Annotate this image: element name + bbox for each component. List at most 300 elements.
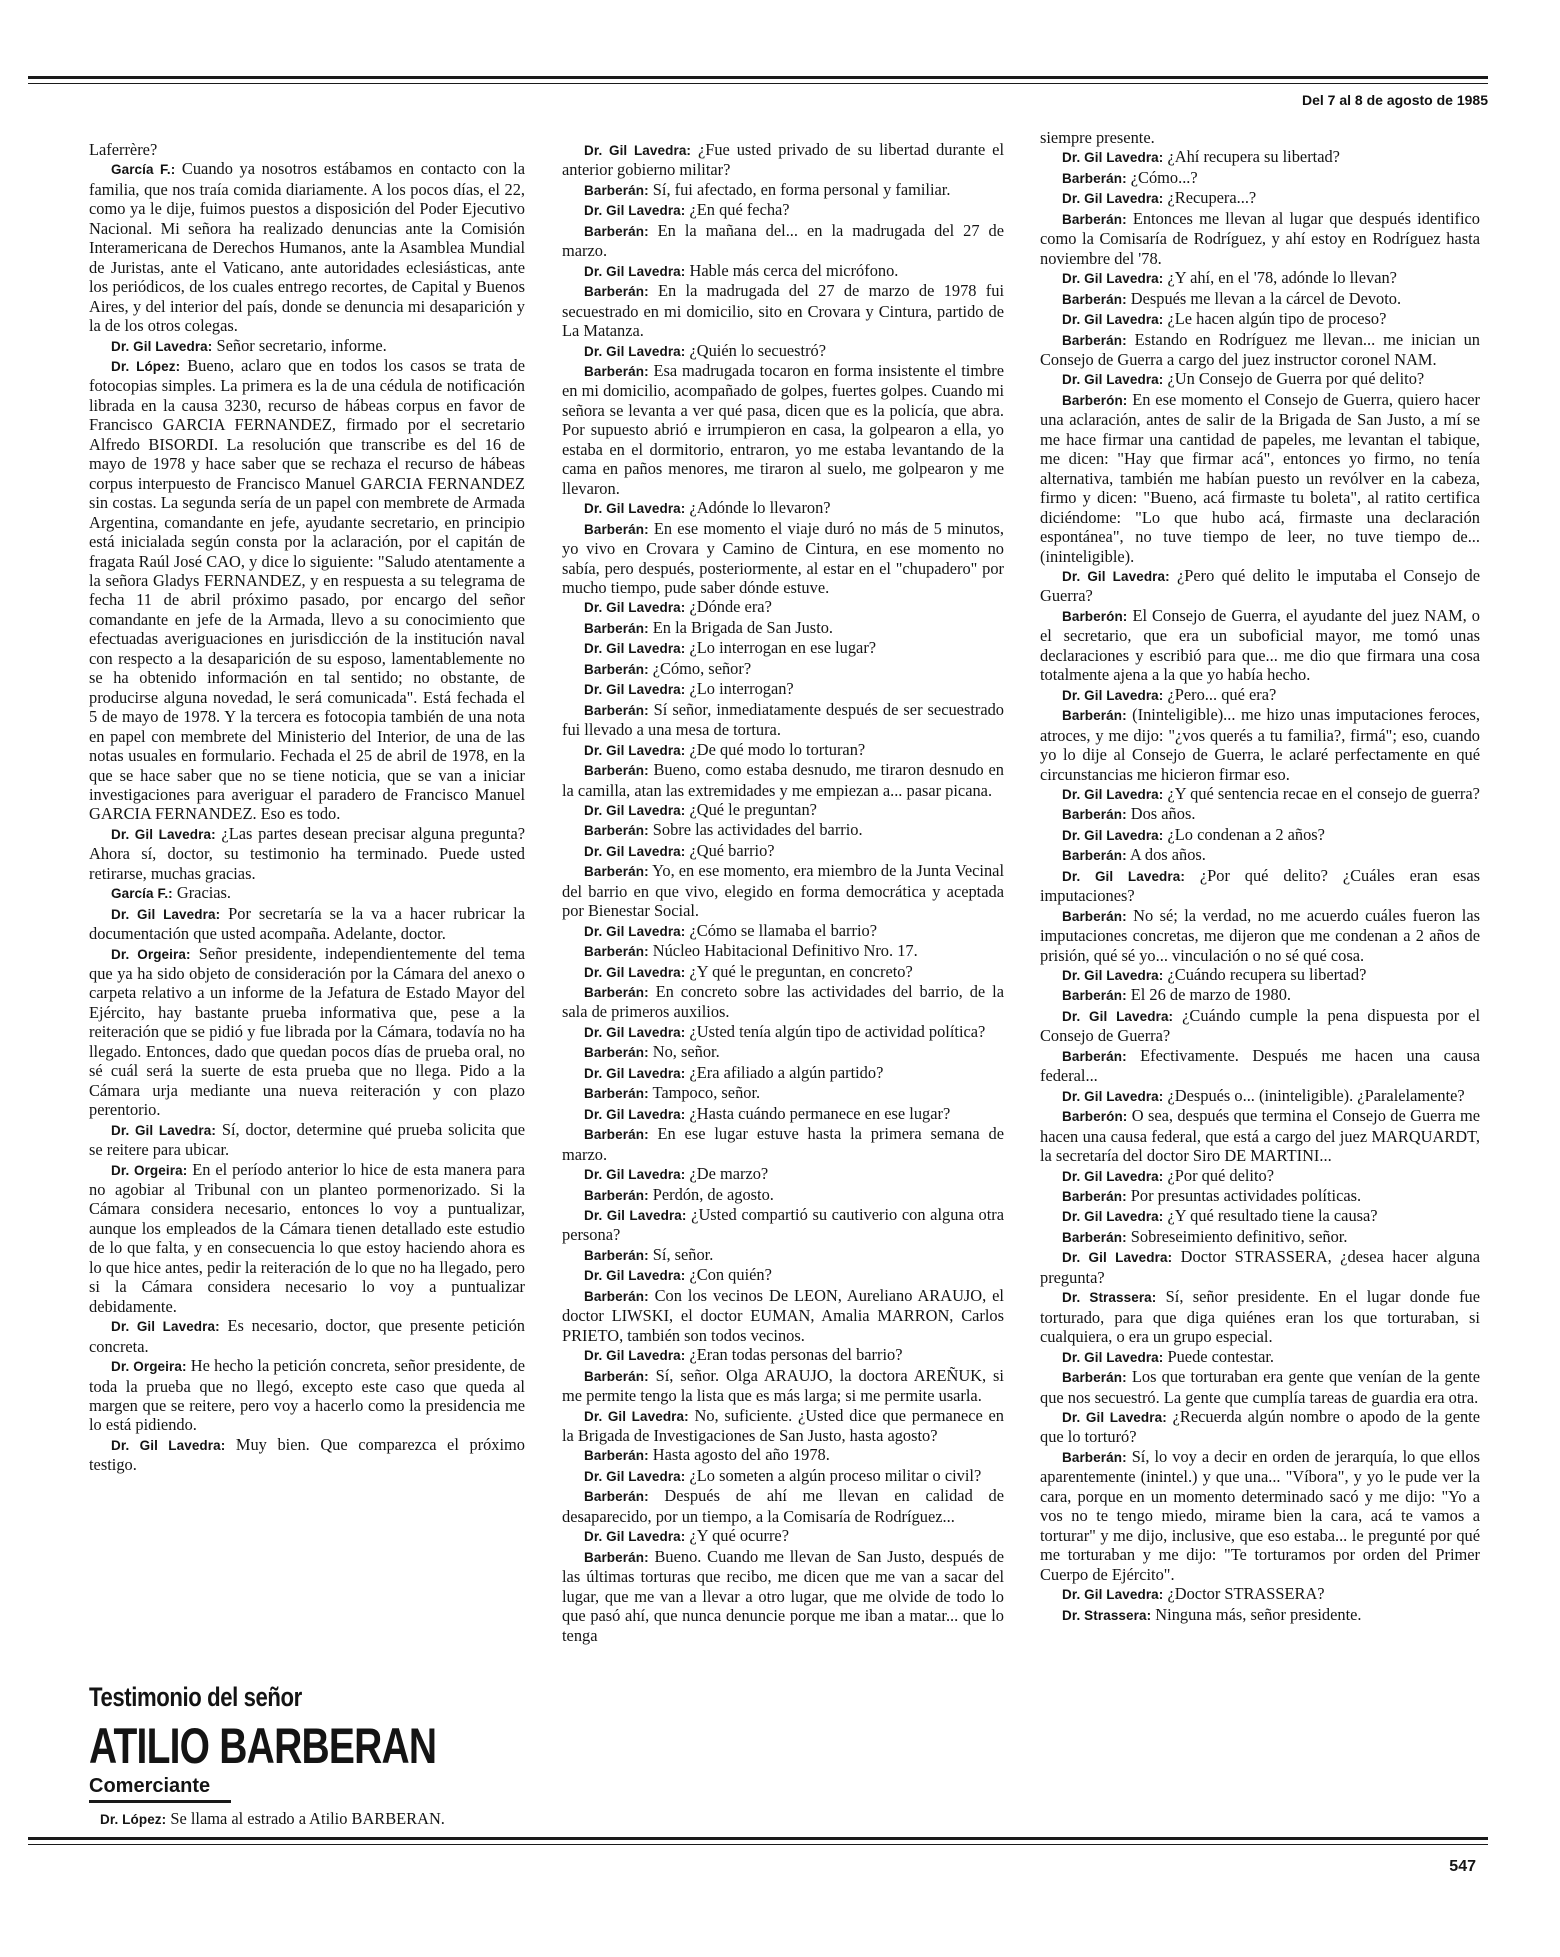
- speech-text: Sí, señor. Olga ARAUJO, la doctora AREÑUK, si me permite tengo la lista que es más larga; si me permite usarla.: [562, 1365, 1004, 1406]
- speech-text: ¿Y qué sentencia recae en el consejo de guerra?: [1163, 783, 1480, 803]
- speech-text: Por presuntas actividades políticas.: [1126, 1186, 1362, 1206]
- transcript-paragraph: [1040, 330, 1480, 370]
- transcript-paragraph: [89, 824, 525, 883]
- transcript-paragraph: [562, 261, 1004, 281]
- transcript-paragraph: [1040, 168, 1480, 188]
- speaker-label: Dr. Gil Lavedra:: [1062, 150, 1164, 166]
- speech-text: ¿Por qué delito? ¿Cuáles eran esas imputaciones?: [1040, 865, 1480, 906]
- transcript-paragraph: [1040, 128, 1480, 147]
- speech-text: ¿De marzo?: [685, 1164, 769, 1184]
- transcript-paragraph: [1040, 1247, 1480, 1287]
- speaker-label: Dr. Gil Lavedra:: [1062, 868, 1185, 884]
- speaker-label: Barberán:: [584, 1288, 649, 1304]
- column-1: [89, 140, 525, 1475]
- speech-text: Sobreseimiento definitivo, señor.: [1126, 1226, 1348, 1246]
- transcript-paragraph: [1040, 369, 1480, 389]
- speech-text: ¿Después o... (ininteligible). ¿Paralelamente?: [1163, 1085, 1465, 1105]
- speaker-label: Barberán:: [584, 1368, 649, 1384]
- speech-text: ¿Con quién?: [685, 1265, 772, 1285]
- speech-text: Sí, fui afectado, en forma personal y familiar.: [648, 179, 951, 199]
- speaker-label: Barberán:: [584, 702, 649, 718]
- transcript-paragraph: [562, 740, 1004, 760]
- speech-text: ¿Cuándo recupera su libertad?: [1163, 965, 1367, 985]
- transcript-paragraph: [562, 1486, 1004, 1526]
- speaker-label: García F.:: [111, 162, 176, 178]
- transcript-paragraph: [89, 944, 525, 1120]
- speaker-label: Barberón:: [1062, 392, 1128, 408]
- transcript-paragraph: [562, 941, 1004, 961]
- speaker-label: Dr. Gil Lavedra:: [584, 1268, 686, 1284]
- speech-text: ¿Y qué ocurre?: [685, 1526, 789, 1546]
- transcript-paragraph: [562, 1245, 1004, 1265]
- transcript-paragraph: [562, 861, 1004, 920]
- speech-text: Se llama al estrado a Atilio BARBERAN.: [166, 1809, 445, 1828]
- transcript-paragraph: [562, 1185, 1004, 1205]
- speech-text: ¿Cómo...?: [1126, 167, 1198, 187]
- speaker-label: Dr. Gil Lavedra:: [584, 1065, 686, 1081]
- speaker-label: Barberán:: [1062, 170, 1127, 186]
- transcript-paragraph: [1040, 866, 1480, 906]
- speech-text: Bueno, como estaba desnudo, me tiraron desnudo en la camilla, atan las extremidades y me empiezan a... pasar picana.: [562, 760, 1004, 800]
- speech-text: Señor presidente, independientemente del tema que ya ha sido objeto de consideración por la Cámara del anexo o carpeta relativo a un informe de la Jefatura de Estado Mayor del Ejército, hay bastante prueba informativa que, pese a la reiteración que se pidió y fue librada por la Cámara, todavía no ha llegado. Entonces, dado que quedan pocos días de prueba oral, no sé cuál será la suerte de esta prueba que no llega. Pido a la Cámara urja mediante una nueva reiteración y con plazo perentorio.: [89, 943, 525, 1120]
- speaker-label: Barberán:: [584, 661, 649, 677]
- speech-text: Bueno. Cuando me llevan de San Justo, después de las últimas torturas que recibo, me dicen que me van a sacar del lugar, que me van a llevar a otro lugar, que me olvide de todo lo que pasó ahí, que nunca denuncie porque me iban a matar... que lo tenga: [562, 1546, 1004, 1645]
- speech-text: ¿Era afiliado a algún partido?: [685, 1062, 884, 1082]
- speaker-label: Dr. Gil Lavedra:: [584, 600, 686, 616]
- transcript-paragraph: [562, 1547, 1004, 1645]
- transcript-paragraph: [562, 1104, 1004, 1124]
- speech-text: Tampoco, señor.: [648, 1083, 761, 1103]
- speech-text: En concreto sobre las actividades del barrio, de la sala de primeros auxilios.: [562, 982, 1004, 1022]
- speech-text: ¿Lo interrogan?: [685, 679, 794, 699]
- speaker-label: Dr. Gil Lavedra:: [584, 1167, 686, 1183]
- speaker-label: Dr. Gil Lavedra:: [1062, 968, 1164, 984]
- speaker-label: Dr. Gil Lavedra:: [584, 1348, 686, 1364]
- speaker-label: Dr. Gil Lavedra:: [584, 843, 686, 859]
- transcript-paragraph: [562, 700, 1004, 740]
- speaker-label: Barberón:: [1062, 1109, 1128, 1125]
- transcript-paragraph: [89, 904, 525, 944]
- transcript-paragraph: [89, 159, 525, 335]
- speech-text: A dos años.: [1126, 845, 1206, 865]
- transcript-paragraph: [562, 1366, 1004, 1406]
- transcript-paragraph: [562, 1083, 1004, 1103]
- testimony-heading: [89, 1682, 525, 1803]
- transcript-paragraph: [562, 1205, 1004, 1245]
- speaker-label: Dr. Gil Lavedra:: [1062, 568, 1170, 584]
- speaker-label: Dr. Gil Lavedra:: [111, 1437, 226, 1453]
- speaker-label: Dr. Gil Lavedra:: [584, 1106, 686, 1122]
- speaker-label: Barberán:: [1062, 291, 1127, 307]
- speaker-label: Dr. Gil Lavedra:: [1062, 786, 1164, 802]
- speaker-label: Dr. Gil Lavedra:: [584, 501, 686, 517]
- speaker-label: Dr. Orgeira:: [111, 946, 191, 962]
- speaker-label: Barberán:: [584, 223, 649, 239]
- speaker-label: Dr. López:: [100, 1812, 167, 1827]
- speaker-label: Dr. Gil Lavedra:: [584, 203, 686, 219]
- transcript-paragraph: [562, 200, 1004, 220]
- transcript-paragraph: [1040, 606, 1480, 685]
- transcript-paragraph: [1040, 825, 1480, 845]
- transcript-paragraph: [1040, 906, 1480, 965]
- speech-text: ¿Quién lo secuestró?: [685, 340, 827, 360]
- transcript-paragraph: [562, 180, 1004, 200]
- speech-text: ¿Lo interrogan en ese lugar?: [685, 638, 877, 658]
- transcript-paragraph: [89, 1316, 525, 1356]
- intro-paragraph: [89, 1809, 529, 1829]
- speaker-label: Barberón:: [1062, 608, 1128, 624]
- speaker-label: Barberán:: [584, 521, 649, 537]
- speech-text: ¿Lo someten a algún proceso militar o civil?: [685, 1465, 982, 1485]
- speech-text: ¿Pero... qué era?: [1163, 684, 1277, 704]
- transcript-paragraph: [562, 1265, 1004, 1285]
- speaker-label: Dr. Gil Lavedra:: [584, 1024, 686, 1040]
- transcript-paragraph: [89, 1160, 525, 1317]
- speech-text: ¿De qué modo lo torturan?: [685, 739, 866, 759]
- speech-text: Sí, señor.: [648, 1244, 714, 1264]
- speech-text: ¿Usted tenía algún tipo de actividad política?: [685, 1021, 986, 1041]
- transcript-paragraph: [562, 1466, 1004, 1486]
- transcript-paragraph: [1040, 1086, 1480, 1106]
- speaker-label: Dr. Gil Lavedra:: [584, 263, 686, 279]
- speaker-label: Barberán:: [584, 1448, 649, 1464]
- transcript-paragraph: [562, 1124, 1004, 1164]
- speaker-label: Barberán:: [584, 864, 649, 880]
- speaker-label: Dr. Orgeira:: [111, 1359, 187, 1375]
- speaker-label: Dr. Gil Lavedra:: [1062, 191, 1164, 207]
- speech-text: Muy bien. Que comparezca el próximo testigo.: [89, 1434, 525, 1475]
- transcript-paragraph: [562, 618, 1004, 638]
- speech-text: El Consejo de Guerra, el ayudante del juez NAM, o el secretario, que era un suboficial mayor, me tomó unas declaraciones y escribió para que... me dio que firmara una cosa totalmente ajena a la que yo había hecho.: [1040, 605, 1480, 685]
- speech-text: Los que torturaban era gente que venían de la gente que nos secuestró. La gente que cumplía tareas de guardia era otra.: [1040, 1367, 1480, 1407]
- speaker-label: Barberán:: [1062, 807, 1127, 823]
- speaker-label: Dr. Gil Lavedra:: [1062, 1088, 1164, 1104]
- speech-text: Sí, señor presidente. En el lugar donde fue torturado, para que diga quiénes eran los que torturaban, si cualquiera, o era un grupo especial.: [1040, 1287, 1481, 1347]
- transcript-paragraph: [562, 221, 1004, 261]
- speech-text: ¿Qué barrio?: [685, 840, 775, 860]
- speech-text: Bueno, aclaro que en todos los casos se trata de fotocopias simples. La primera es la de una cédula de notificación librada en la causa 3230, recurso de hábeas corpus en favor de Francisco GARCIA FERNANDEZ, firmado por el secretario Alfredo BISORDI. La resolución que transcribe es del 16 de mayo de 1978 y hace saber que se rechaza el recurso de hábeas corpus interpuesto de Francisco Manuel GARCIA FERNANDEZ sin costas. La segunda sería de un papel con membrete de Armada Argentina, comandante en jefe, ayudante secretario, en principio está inicialada según consta por la aclaración, por el capitán de fragata Raúl José CAO, y dice lo siguiente: "Saludo atentamente a la señora Gladys FERNANDEZ, y en respuesta a su telegrama de fecha 11 de abril próximo pasado, por encargo del señor comandante en jefe de la Armada, llevo a su conocimiento que efectuadas averiguaciones en jurisdicción de la institución naval con respecto a la desaparición de su esposo, lamentablemente no se ha obtenido información en tal sentido; no obstante, de producirse alguna novedad, le será comunicada". Está fechada el 5 de mayo de 1978. Y la tercera es fotocopia también de una nota en papel con membrete del Ministerio del Interior, de una de las notas usuales en formulario. Fechada el 25 de abril de 1978, en la que se hace saber que no se tiene noticia, que se van a iniciar investigaciones para averiguar el paradero de Francisco Manuel GARCIA FERNANDEZ. Eso es todo.: [89, 355, 525, 824]
- speech-text: ¿Recuerda algún nombre o apodo de la gente que lo torturó?: [1040, 1407, 1481, 1447]
- speaker-label: Dr. Gil Lavedra:: [584, 682, 686, 698]
- transcript-paragraph: [1040, 1287, 1480, 1346]
- speaker-label: Barberán:: [584, 620, 649, 636]
- transcript-paragraph: [1040, 188, 1480, 208]
- transcript-paragraph: [562, 962, 1004, 982]
- speech-text: Entonces me llevan al lugar que después identifico como la Comisaría de Rodríguez, y ahí estoy en Rodríguez hasta noviembre del '78.: [1040, 208, 1480, 268]
- speech-text: ¿Por qué delito?: [1163, 1165, 1274, 1185]
- speaker-label: Dr. Gil Lavedra:: [111, 906, 221, 922]
- witness-occupation: Comerciante: [89, 1775, 211, 1797]
- speaker-label: Dr. Gil Lavedra:: [584, 343, 686, 359]
- transcript-paragraph: [89, 1356, 525, 1435]
- speech-text: ¿Y qué resultado tiene la causa?: [1163, 1206, 1378, 1226]
- speech-text: ¿Adónde lo llevaron?: [685, 498, 831, 518]
- speaker-label: Barberán:: [1062, 1449, 1127, 1465]
- speaker-label: Dr. Gil Lavedra:: [584, 964, 686, 980]
- speaker-label: Barberán:: [584, 182, 649, 198]
- transcript-paragraph: [562, 760, 1004, 800]
- speech-text: No, suficiente. ¿Usted dice que permanece en la Brigada de Investigaciones de San Justo, hasta agosto?: [562, 1405, 1004, 1445]
- transcript-paragraph: [1040, 705, 1480, 784]
- speech-text: ¿Recupera...?: [1163, 188, 1257, 208]
- speech-text: ¿Cuándo cumple la pena dispuesta por el Consejo de Guerra?: [1040, 1005, 1481, 1046]
- speaker-label: Dr. Gil Lavedra:: [584, 641, 686, 657]
- transcript-paragraph: [562, 341, 1004, 361]
- speaker-label: Barberán:: [1062, 848, 1127, 864]
- speaker-label: Barberán:: [1062, 1189, 1127, 1205]
- speech-text: No sé; la verdad, no me acuerdo cuáles fueron las imputaciones concretas, me dijeron que me condenan a 2 años de prisión, qué sé yo... vinculación o no sé qué cosa.: [1040, 905, 1480, 965]
- speaker-label: Dr. Gil Lavedra:: [1062, 1209, 1164, 1225]
- speech-text: Por secretaría se la va a hacer rubricar la documentación que usted acompaña. Adelante, doctor.: [89, 903, 525, 944]
- speaker-label: Barberán:: [1062, 908, 1127, 924]
- speech-text: Ninguna más, señor presidente.: [1151, 1604, 1362, 1624]
- bottom-rule: [28, 1837, 1488, 1840]
- transcript-paragraph: [562, 1445, 1004, 1465]
- speaker-label: Dr. Gil Lavedra:: [584, 802, 686, 818]
- speech-text: Señor secretario, informe.: [212, 335, 387, 355]
- transcript-paragraph: [562, 1345, 1004, 1365]
- speaker-label: Barberán:: [584, 1187, 649, 1203]
- bottom-rule-thin: [28, 1844, 1488, 1845]
- transcript-paragraph: [89, 1435, 525, 1475]
- transcript-paragraph: [1040, 309, 1480, 329]
- transcript-paragraph: [1040, 804, 1480, 824]
- speaker-label: Barberán:: [1062, 1048, 1127, 1064]
- speaker-label: Barberán:: [584, 1247, 649, 1263]
- speaker-label: García F.:: [111, 886, 173, 902]
- speech-text: ¿Fue usted privado de su libertad durante el anterior gobierno militar?: [562, 140, 1004, 180]
- page-number: 547: [1449, 1858, 1476, 1875]
- speaker-label: Dr. Gil Lavedra:: [1062, 1168, 1164, 1184]
- transcript-paragraph: [562, 140, 1004, 180]
- speech-text: Sí, doctor, determine qué prueba solicita que se reitere para ubicar.: [89, 1119, 525, 1160]
- speech-text: Después me llevan a la cárcel de Devoto.: [1126, 288, 1402, 308]
- transcript-paragraph: [1040, 1106, 1480, 1165]
- speech-text: Cuando ya nosotros estábamos en contacto con la familia, que nos traía comida diariamente. A los pocos días, el 22, como ya le dije, fuimos puestos a disposición del Poder Ejecutivo Nacional. Mi señora ha realizado denuncias ante la Comisión Interamericana de Derechos Humanos, ante la Asamblea Mundial de Juristas, ante el Vaticano, ante autoridades eclesiásticas, ante los periódicos, de los cuales entrego recortes, de Capital y Buenos Aires, y del interior del país, donde se denuncia mi desaparición y la de los otros colegas.: [89, 159, 525, 336]
- speaker-label: Dr. Gil Lavedra:: [584, 923, 686, 939]
- speaker-label: Dr. Gil Lavedra:: [584, 1468, 686, 1484]
- speaker-label: Dr. Orgeira:: [111, 1162, 188, 1178]
- speech-text: Esa madrugada tocaron en forma insistente el timbre en mi domicilio, acompañado de golpes, fuertes golpes. Cuando mi señora se levanta a ver qué pasa, dicen que es la policía, que abra. Por supuesto abrió e irrumpieron en casa, la golpearon a ella, yo estaba en el dormitorio, entraron, yo me estaba levantando de la cama en paños menores, me tiraron al suelo, me golpearon y me llevaron.: [562, 360, 1004, 498]
- speaker-label: Dr. Gil Lavedra:: [1062, 1250, 1173, 1266]
- transcript-paragraph: [1040, 390, 1480, 566]
- speech-text: (Ininteligible)... me hizo unas imputaciones feroces, atroces, y me dijo: "¿vos querés a tu familia?, firmá"; eso, cuando yo lo dije al Consejo de Guerra, le aclaré perfectamente en qué circunstancias me hicieron firmar eso.: [1040, 705, 1480, 784]
- speech-text: ¿Lo condenan a 2 años?: [1163, 824, 1325, 844]
- speech-text: En ese momento el viaje duró no más de 5 minutos, yo vivo en Crovara y Camino de Cintura, en ese momento no sabía, pero después, posteriormente, al estar en el "chupadero" por mucho tiempo, pude saber dónde estuve.: [562, 518, 1004, 597]
- speaker-label: Dr. Gil Lavedra:: [584, 143, 692, 158]
- speaker-label: Dr. Gil Lavedra:: [1062, 271, 1164, 287]
- speech-text: Hasta agosto del año 1978.: [648, 1445, 830, 1465]
- transcript-paragraph: [1040, 784, 1480, 804]
- transcript-paragraph: [562, 1406, 1004, 1446]
- speech-text: ¿Qué le preguntan?: [685, 799, 817, 819]
- speech-text: ¿Dónde era?: [685, 597, 772, 617]
- speech-text: Después de ahí me llevan en calidad de desaparecido, por un tiempo, a la Comisaría de Rodríguez...: [562, 1486, 1004, 1526]
- heading-kicker: Testimonio del señor: [89, 1682, 302, 1712]
- speech-text: ¿Cómo se llamaba el barrio?: [685, 920, 877, 940]
- speech-text: Sobre las actividades del barrio.: [648, 820, 863, 840]
- transcript-paragraph: [1040, 1046, 1480, 1086]
- speech-text: Doctor STRASSERA, ¿desea hacer alguna pregunta?: [1040, 1247, 1481, 1287]
- transcript-paragraph: [1040, 566, 1480, 606]
- transcript-paragraph: [1040, 1407, 1480, 1447]
- speech-text: Laferrère?: [89, 140, 158, 159]
- transcript-paragraph: [1040, 147, 1480, 167]
- top-rule-thin: [28, 83, 1488, 84]
- transcript-paragraph: [1040, 209, 1480, 268]
- transcript-paragraph: [1040, 1166, 1480, 1186]
- transcript-paragraph: [562, 1022, 1004, 1042]
- speech-text: siempre presente.: [1040, 128, 1155, 147]
- speech-text: Perdón, de agosto.: [648, 1184, 774, 1204]
- speech-text: ¿Las partes desean precisar alguna pregunta? Ahora sí, doctor, su testimonio ha terminado. Puede usted retirarse, muchas gracias.: [89, 823, 525, 883]
- speech-text: ¿Le hacen algún tipo de proceso?: [1163, 309, 1387, 329]
- transcript-paragraph: [562, 1164, 1004, 1184]
- speaker-label: Dr. Gil Lavedra:: [111, 338, 213, 354]
- transcript-paragraph: [562, 800, 1004, 820]
- speech-text: ¿En qué fecha?: [685, 200, 790, 220]
- speech-text: En ese momento el Consejo de Guerra, quiero hacer una aclaración, antes de salir de la Brigada de San Justo, a mí se me hace firmar una cantidad de papeles, me levantan el tabique, me dicen: "Hay que firmar acá", entonces yo firmo, no tenía alternativa, también me habían puesto un revólver en la cabeza, firmo y dicen: "Bueno, acá firmaste tu boleta", al ratito certifica diciéndome: "Lo que hubo acá, firmaste una declaración espontánea", no tuve tiempo de leer, no tuve tiempo de... (ininteligible).: [1040, 389, 1480, 566]
- speaker-label: Dr. López:: [111, 358, 181, 374]
- speech-text: En la madrugada del 27 de marzo de 1978 fui secuestrado en mi domicilio, sito en Crovara y Cintura, partido de La Matanza.: [562, 281, 1004, 341]
- speaker-label: Dr. Gil Lavedra:: [111, 826, 216, 842]
- transcript-paragraph: [562, 597, 1004, 617]
- speech-text: No, señor.: [648, 1042, 720, 1062]
- speech-text: ¿Hasta cuándo permanece en ese lugar?: [685, 1103, 951, 1123]
- speech-text: Sí señor, inmediatamente después de ser secuestrado fui llevado a una mesa de tortura.: [562, 699, 1004, 740]
- witness-name: ATILIO BARBERAN: [89, 1718, 437, 1774]
- transcript-paragraph: [562, 820, 1004, 840]
- speaker-label: Barberán:: [1062, 332, 1127, 348]
- speech-text: Núcleo Habitacional Definitivo Nro. 17.: [648, 941, 918, 961]
- speaker-label: Dr. Gil Lavedra:: [111, 1122, 216, 1138]
- speech-text: Efectivamente. Después me hacen una causa federal...: [1040, 1045, 1480, 1086]
- speaker-label: Barberán:: [1062, 1370, 1127, 1386]
- speaker-label: Barberán:: [584, 363, 649, 379]
- speech-text: ¿Usted compartió su cautiverio con alguna otra persona?: [562, 1205, 1005, 1245]
- transcript-paragraph: [1040, 1605, 1480, 1625]
- speaker-label: Dr. Gil Lavedra:: [1062, 372, 1164, 388]
- transcript-paragraph: [562, 498, 1004, 518]
- speech-text: En el período anterior lo hice de esta manera para no agobiar al Tribunal con un planteo pormenorizado. Si la Cámara considera necesario, entonces lo voy a puntualizar, aunque los empleados de la Cámara tienen detallado este estudio de lo que falta, y en consecuencia lo que estoy haciendo ahora es lo que hice antes, pedir la reiteración de lo que no ha llegado, pero si la Cámara considera necesario lo voy a puntualizar debidamente.: [89, 1159, 526, 1316]
- speech-text: ¿Ahí recupera su libertad?: [1163, 147, 1340, 167]
- transcript-paragraph: [89, 883, 525, 903]
- transcript-paragraph: [1040, 845, 1480, 865]
- speaker-label: Dr. Gil Lavedra:: [584, 1529, 686, 1545]
- speaker-label: Dr. Gil Lavedra:: [1062, 827, 1164, 843]
- speech-text: En la Brigada de San Justo.: [648, 617, 834, 637]
- transcript-paragraph: [1040, 1006, 1480, 1046]
- transcript-paragraph: [89, 1120, 525, 1160]
- speech-text: Puede contestar.: [1163, 1346, 1274, 1366]
- speaker-label: Barberán:: [584, 1086, 649, 1102]
- issue-date: Del 7 al 8 de agosto de 1985: [1302, 92, 1488, 108]
- transcript-paragraph: [562, 1286, 1004, 1345]
- transcript-paragraph: [562, 519, 1004, 598]
- speaker-label: Barberán:: [584, 1549, 649, 1565]
- transcript-paragraph: [89, 336, 525, 356]
- transcript-paragraph: [1040, 685, 1480, 705]
- transcript-paragraph: [562, 841, 1004, 861]
- transcript-paragraph: [1040, 268, 1480, 288]
- speaker-label: Barberán:: [584, 1127, 649, 1143]
- speech-text: Con los vecinos De LEON, Aureliano ARAUJO, el doctor LIWSKI, el doctor EUMAN, Amalia MARRON, Carlos PRIETO, también son todos vecinos.: [562, 1285, 1004, 1345]
- speaker-label: Barberán:: [584, 284, 649, 300]
- transcript-paragraph: [562, 281, 1004, 340]
- transcript-paragraph: [562, 638, 1004, 658]
- speaker-label: Dr. Gil Lavedra:: [584, 742, 686, 758]
- speech-text: Dos años.: [1126, 804, 1196, 824]
- speaker-label: Dr. Gil Lavedra:: [1062, 687, 1164, 703]
- transcript-paragraph: [1040, 985, 1480, 1005]
- speech-text: En la mañana del... en la madrugada del 27 de marzo.: [562, 220, 1004, 261]
- transcript-paragraph: [1040, 1447, 1480, 1584]
- speaker-label: Barberán:: [1062, 1229, 1127, 1245]
- speech-text: ¿Y qué le preguntan, en concreto?: [685, 961, 913, 981]
- speaker-label: Dr. Gil Lavedra:: [1062, 1349, 1164, 1365]
- speech-text: O sea, después que termina el Consejo de Guerra me hacen una causa federal, que está a cargo del juez MARQUARDT, la secretaría del doctor Siro DE MARTINI...: [1040, 1106, 1480, 1166]
- transcript-paragraph: [562, 679, 1004, 699]
- column-3: [1040, 128, 1480, 1625]
- transcript-paragraph: [1040, 1186, 1480, 1206]
- speaker-label: Dr. Gil Lavedra:: [1062, 1587, 1164, 1603]
- transcript-paragraph: [1040, 1367, 1480, 1407]
- speech-text: El 26 de marzo de 1980.: [1126, 985, 1291, 1005]
- speaker-label: Dr. Gil Lavedra:: [1062, 1410, 1167, 1425]
- speaker-label: Barberán:: [584, 1045, 649, 1061]
- speaker-label: Barberán:: [584, 944, 649, 960]
- transcript-paragraph: [1040, 1584, 1480, 1604]
- transcript-paragraph: [1040, 1227, 1480, 1247]
- transcript-paragraph: [89, 140, 525, 159]
- speaker-label: Dr. Gil Lavedra:: [111, 1319, 220, 1335]
- speech-text: ¿Cómo, señor?: [648, 658, 752, 678]
- speech-text: ¿Eran todas personas del barrio?: [685, 1345, 903, 1365]
- speech-text: Estando en Rodríguez me llevan... me inician un Consejo de Guerra a cargo del juez instructor coronel NAM.: [1040, 329, 1480, 369]
- speaker-label: Dr. Gil Lavedra:: [1062, 1008, 1174, 1024]
- transcript-paragraph: [89, 356, 525, 824]
- speech-text: ¿Doctor STRASSERA?: [1163, 1584, 1325, 1604]
- transcript-paragraph: [562, 361, 1004, 498]
- speaker-label: Barberán:: [584, 1489, 649, 1505]
- transcript-paragraph: [562, 1063, 1004, 1083]
- transcript-paragraph: [562, 982, 1004, 1022]
- speech-text: Sí, lo voy a decir en orden de jerarquía, lo que ellos aparentemente (inintel.) y que una... "Víbora", y yo le pude ver la cara, porque en un momento determinado sacó y me dijo: "Yo a vos no te tengo miedo, mirame bien la cara, acá te vamos a torturar" y me dijo, inclusive, que eso estaba... le pregunté por qué me torturaban y me dijo: "Te torturamos por orden del Primer Cuerpo de Ejército".: [1040, 1446, 1480, 1584]
- transcript-paragraph: [1040, 1206, 1480, 1226]
- top-rule: [28, 76, 1488, 79]
- speaker-label: Dr. Strassera:: [1062, 1290, 1157, 1306]
- speech-text: En ese lugar estuve hasta la primera semana de marzo.: [562, 1124, 1004, 1164]
- transcript-paragraph: [562, 921, 1004, 941]
- speech-text: ¿Y ahí, en el '78, adónde lo llevan?: [1163, 268, 1397, 288]
- transcript-paragraph: [562, 1042, 1004, 1062]
- transcript-paragraph: [1040, 1347, 1480, 1367]
- speaker-label: Barberán:: [1062, 988, 1127, 1004]
- speaker-label: Barberán:: [584, 985, 649, 1001]
- transcript-paragraph: [562, 1526, 1004, 1546]
- speech-text: ¿Un Consejo de Guerra por qué delito?: [1163, 369, 1425, 389]
- speaker-label: Dr. Gil Lavedra:: [584, 1408, 689, 1424]
- speech-text: Es necesario, doctor, que presente petición concreta.: [89, 1316, 525, 1356]
- speaker-label: Barberán:: [1062, 211, 1127, 227]
- speech-text: Hable más cerca del micrófono.: [685, 260, 899, 280]
- transcript-paragraph: [1040, 965, 1480, 985]
- speech-text: Yo, en ese momento, era miembro de la Junta Vecinal del barrio en que vivo, elegido en forma democrática y aceptada por Bienestar Social.: [562, 861, 1004, 921]
- speaker-label: Dr. Gil Lavedra:: [1062, 312, 1164, 328]
- speech-text: ¿Pero qué delito le imputaba el Consejo de Guerra?: [1040, 565, 1480, 606]
- speaker-label: Dr. Gil Lavedra:: [584, 1208, 687, 1224]
- speech-text: Gracias.: [172, 883, 232, 903]
